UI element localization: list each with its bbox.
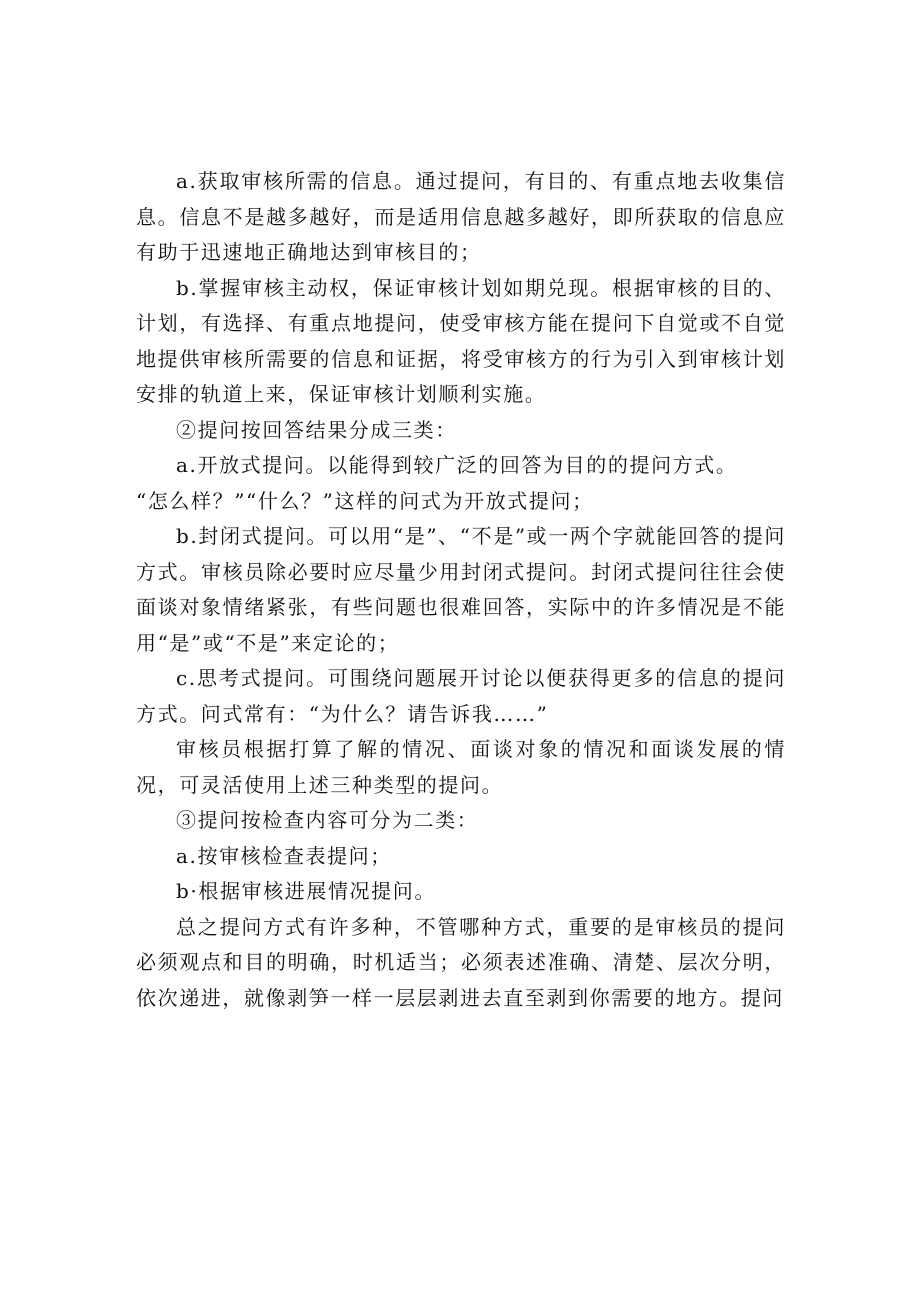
paragraph-checklist-question: a.按审核检查表提问； [176,843,392,868]
paragraph-heading-answer-types: ②提问按回答结果分成三类： [176,417,457,442]
paragraph-thinking-question: c.思考式提问。可围绕问题展开讨论以便获得更多的信息的提问方式。问式常有：“为什么？请告诉我……” [136,666,786,726]
paragraph-progress-question: b·根据审核进展情况提问。 [176,879,436,903]
paragraph-purpose-b: b.掌握审核主动权，保证审核计划如期兑现。根据审核的目的、计划，有选择、有重点地提问，使受审核方能在提问下自觉或不自觉地提供审核所需要的信息和证据，将受审核方的行为引入到审核计划安排的轨道上来，保证审核计划顺利实施。 [136,275,786,406]
paragraph-purpose-a: a.获取审核所需的信息。通过提问，有目的、有重点地去收集信息。信息不是越多越好，而是适用信息越多越好，即所获取的信息应有助于迅速地正确地达到审核目的； [136,169,786,264]
paragraph-closed-question: b.封闭式提问。可以用“是”、“不是”或一两个字就能回答的提问方式。审核员除必要时应尽量少用封闭式提问。封闭式提问往往会使面谈对象情绪紧张，有些问题也很难回答，实际中的许多情况是不能用“是”或“不是”来定论的； [136,524,786,655]
document-body [136,164,786,1016]
paragraph-flexible-use: 审核员根据打算了解的情况、面谈对象的情况和面谈发展的情况，可灵活使用上述三种类型的提问。 [136,737,786,797]
paragraph-open-question: a.开放式提问。以能得到较广泛的回答为目的的提问方式。 [176,453,738,477]
paragraph-open-question-examples: “怎么样？”“什么？”这样的问式为开放式提问； [136,488,594,513]
paragraph-summary: 总之提问方式有许多种，不管哪种方式，重要的是审核员的提问必须观点和目的明确，时机适当；必须表述准确、清楚、层次分明，依次递进，就像剥笋一样一层层剥进去直至剥到你需要的地方。提问 [136,914,786,1010]
paragraph-heading-content-types: ③提问按检查内容可分为二类： [176,808,479,832]
